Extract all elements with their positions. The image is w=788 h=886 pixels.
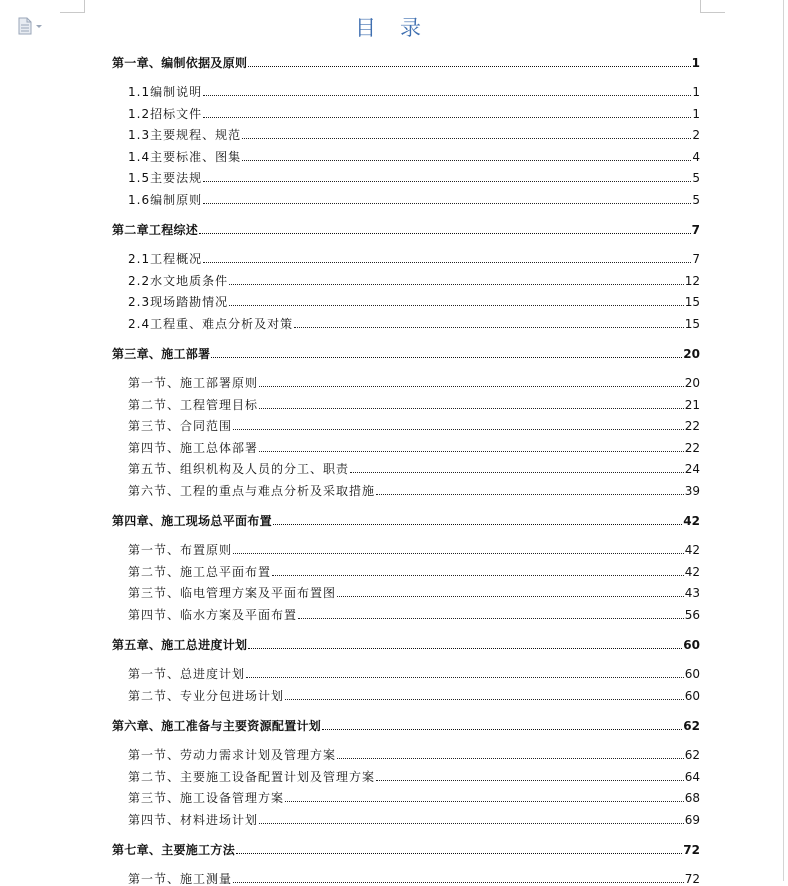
toc-entry-label: 第二节、施工总平面布置: [128, 564, 272, 579]
toc-dot-leader: [294, 327, 684, 328]
toc-entry-label: 1.3主要规程、规范: [128, 128, 242, 142]
toc-chapter-entry[interactable]: [112, 217, 700, 237]
toc-section-entry[interactable]: [112, 742, 700, 762]
toc-entry-page-number: 20: [684, 376, 700, 390]
toc-section-entry[interactable]: [112, 268, 700, 288]
toc-entry-page-number: 15: [684, 295, 700, 309]
toc-entry-label: 第一节、施工部署原则: [128, 376, 259, 390]
toc-chapter-entry[interactable]: [112, 341, 700, 361]
toc-entry-page-number: 7: [691, 223, 700, 237]
toc-section-entry[interactable]: [112, 764, 700, 784]
toc-section-entry[interactable]: [112, 101, 700, 121]
toc-entry-page-number: 42: [684, 543, 700, 557]
toc-section-entry[interactable]: [112, 289, 700, 309]
toc-dot-leader: [376, 494, 684, 495]
toc-dot-leader: [259, 451, 684, 452]
toc-dot-leader: [229, 284, 684, 285]
toc-dot-leader: [236, 853, 682, 854]
toc-dot-leader: [203, 262, 691, 263]
toc-entry-page-number: 2: [692, 128, 700, 142]
toc-dot-leader: [337, 758, 684, 759]
toc-entry-page-number: 56: [684, 607, 700, 622]
toc-section-entry[interactable]: [112, 144, 700, 164]
toc-entry-label: 1.6编制原则: [128, 192, 203, 207]
toc-chapter-entry[interactable]: [112, 713, 700, 733]
toc-entry-label: 第五节、组织机构及人员的分工、职责: [128, 462, 350, 476]
toc-entry-label: 2.2水文地质条件: [128, 273, 229, 288]
toc-section-entry[interactable]: [112, 79, 700, 99]
toc-dot-leader: [285, 699, 684, 700]
toc-entry-page-number: 43: [684, 586, 700, 600]
toc-section-entry[interactable]: [112, 478, 700, 498]
toc-entry-label: 1.4主要标准、图集: [128, 149, 242, 164]
toc-entry-label: 第二节、工程管理目标: [128, 397, 259, 412]
toc-dot-leader: [233, 429, 684, 430]
toc-section-entry[interactable]: [112, 559, 700, 579]
toc-entry-label: 第三节、施工设备管理方案: [128, 791, 285, 805]
toc-section-entry[interactable]: [112, 580, 700, 600]
toc-section-entry[interactable]: [112, 866, 700, 886]
toc-dot-leader: [203, 95, 691, 96]
toc-dot-leader: [350, 472, 684, 473]
toc-dot-leader: [233, 882, 684, 883]
toc-entry-label: 1.5主要法规: [128, 171, 203, 185]
toc-entry-label: 第五章、施工总进度计划: [112, 638, 248, 652]
toc-entry-page-number: 5: [692, 171, 700, 185]
toc-entry-label: 第一节、总进度计划: [128, 667, 246, 681]
toc-entry-label: 第一节、施工测量: [128, 872, 233, 886]
toc-entry-label: 第四节、施工总体部署: [128, 440, 259, 455]
toc-section-entry[interactable]: [112, 683, 700, 703]
toc-section-entry[interactable]: [112, 392, 700, 412]
toc-entry-label: 第四节、临水方案及平面布置: [128, 607, 298, 622]
toc-section-entry[interactable]: [112, 537, 700, 557]
toc-entry-page-number: 7: [692, 252, 700, 266]
toc-entry-page-number: 69: [684, 812, 700, 827]
toc-dot-leader: [259, 408, 684, 409]
toc-entry-label: 第一节、劳动力需求计划及管理方案: [128, 748, 337, 762]
toc-entry-page-number: 4: [692, 149, 700, 164]
toc-entry-label: 第三节、临电管理方案及平面布置图: [128, 586, 337, 600]
toc-entry-label: 第二节、专业分包进场计划: [128, 688, 285, 703]
toc-entry-page-number: 1: [692, 106, 700, 121]
toc-entry-page-number: 60: [684, 667, 700, 681]
toc-entry-page-number: 21: [684, 397, 700, 412]
toc-section-entry[interactable]: [112, 456, 700, 476]
toc-dot-leader: [376, 780, 684, 781]
toc-entry-label: 第四章、施工现场总平面布置: [112, 514, 272, 528]
toc-dot-leader: [203, 117, 691, 118]
toc-section-entry[interactable]: [112, 807, 700, 827]
toc-chapter-entry[interactable]: [112, 837, 700, 857]
toc-entry-label: 第一节、布置原则: [128, 543, 233, 557]
toc-section-entry[interactable]: [112, 602, 700, 622]
toc-entry-label: 1.1编制说明: [128, 85, 203, 99]
toc-entry-page-number: 20: [683, 347, 700, 361]
toc-entry-label: 第四节、材料进场计划: [128, 812, 259, 827]
toc-dot-leader: [298, 618, 684, 619]
toc-entry-page-number: 39: [684, 483, 700, 498]
toc-entry-page-number: 1: [691, 56, 700, 70]
toc-entry-label: 第六章、施工准备与主要资源配置计划: [112, 719, 322, 733]
toc-entry-page-number: 42: [683, 514, 700, 528]
toc-section-entry[interactable]: [112, 785, 700, 805]
toc-dot-leader: [233, 553, 684, 554]
toc-section-entry[interactable]: [112, 413, 700, 433]
toc-section-entry[interactable]: [112, 246, 700, 266]
toc-dot-leader: [246, 677, 684, 678]
toc-chapter-entry[interactable]: [112, 50, 700, 70]
toc-dot-leader: [259, 823, 684, 824]
toc-dot-leader: [322, 729, 682, 730]
toc-section-entry[interactable]: [112, 165, 700, 185]
toc-dot-leader: [242, 160, 691, 161]
toc-dot-leader: [211, 357, 682, 358]
toc-dot-leader: [272, 575, 684, 576]
toc-dot-leader: [229, 305, 684, 306]
toc-entry-label: 第一章、编制依据及原则: [112, 56, 248, 70]
page-edge: [783, 0, 784, 881]
toc-entry-page-number: 72: [683, 843, 700, 857]
toc-entry-page-number: 72: [684, 872, 700, 886]
toc-dot-leader: [199, 233, 691, 234]
toc-dot-leader: [203, 203, 691, 204]
toc-entry-page-number: 1: [692, 85, 700, 99]
toc-entry-page-number: 12: [684, 273, 700, 288]
toc-entry-label: 第六节、工程的重点与难点分析及采取措施: [128, 483, 376, 498]
toc-entry-page-number: 64: [684, 769, 700, 784]
page-title: 目录: [355, 16, 445, 40]
toc-dot-leader: [248, 66, 690, 67]
toc-entry-label: 第三节、合同范围: [128, 419, 233, 433]
toc-dot-leader: [242, 138, 691, 139]
toc-chapter-entry[interactable]: [112, 508, 700, 528]
toc-dot-leader: [203, 181, 691, 182]
toc-section-entry[interactable]: [112, 370, 700, 390]
toc-entry-label: 2.4工程重、难点分析及对策: [128, 316, 294, 331]
toc-dot-leader: [248, 648, 682, 649]
toc-section-entry[interactable]: [112, 311, 700, 331]
toc-entry-page-number: 62: [683, 719, 700, 733]
toc-dot-leader: [259, 386, 684, 387]
toc-dot-leader: [285, 801, 684, 802]
toc-entry-page-number: 68: [684, 791, 700, 805]
toc-section-entry[interactable]: [112, 661, 700, 681]
toc-section-entry[interactable]: [112, 187, 700, 207]
toc-entry-page-number: 60: [684, 688, 700, 703]
toc-chapter-entry[interactable]: [112, 632, 700, 652]
toc-entry-label: 第二节、主要施工设备配置计划及管理方案: [128, 769, 376, 784]
toc-entry-page-number: 5: [692, 192, 700, 207]
toc-dot-leader: [337, 596, 684, 597]
toc-entry-page-number: 22: [684, 419, 700, 433]
toc-entry-page-number: 42: [684, 564, 700, 579]
toc-entry-label: 2.3现场踏勘情况: [128, 295, 229, 309]
toc-entry-page-number: 15: [684, 316, 700, 331]
toc-entry-page-number: 22: [684, 440, 700, 455]
toc-entry-page-number: 60: [683, 638, 700, 652]
toc-section-entry[interactable]: [112, 435, 700, 455]
toc-entry-page-number: 24: [684, 462, 700, 476]
toc-entry-label: 2.1工程概况: [128, 252, 203, 266]
toc-entry-label: 1.2招标文件: [128, 106, 203, 121]
toc-section-entry[interactable]: [112, 122, 700, 142]
toc-entry-label: 第二章工程综述: [112, 223, 199, 237]
toc-entry-label: 第七章、主要施工方法: [112, 843, 236, 857]
toc-dot-leader: [273, 524, 682, 525]
toc-entry-label: 第三章、施工部署: [112, 347, 211, 361]
toc-entry-page-number: 62: [684, 748, 700, 762]
